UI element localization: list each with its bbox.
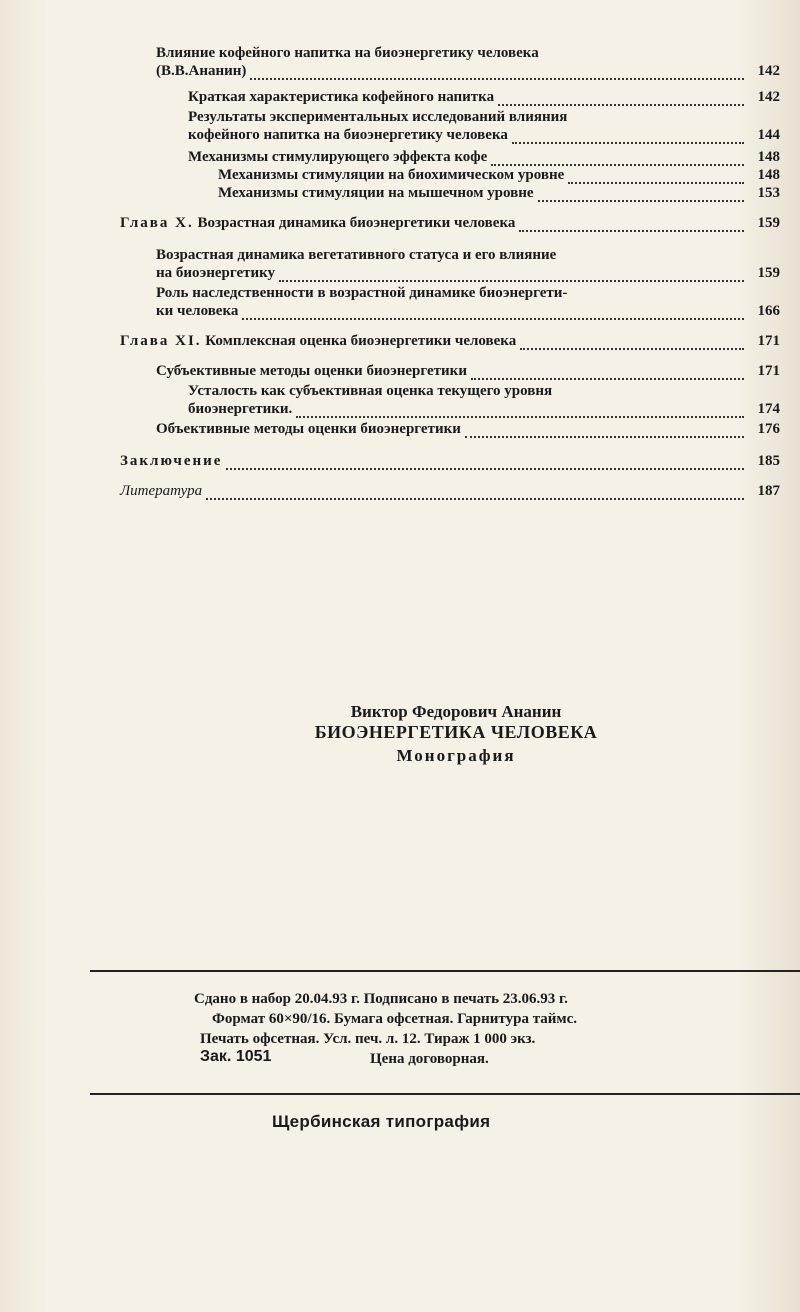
- toc-entry-text: Усталость как субъективная оценка текущего уровня: [188, 383, 553, 399]
- chapter-title: Комплексная оценка биоэнергетики человека: [205, 333, 517, 349]
- dot-leader: [512, 130, 744, 144]
- page-number: 142: [757, 63, 780, 79]
- dot-leader: [520, 336, 744, 350]
- printer-name: Щербинская типография: [272, 1112, 491, 1131]
- dot-leader: [471, 366, 744, 380]
- page-number: 174: [757, 401, 780, 417]
- toc-entry: [156, 362, 780, 380]
- dot-leader: [296, 404, 744, 418]
- page-number: 171: [757, 333, 780, 349]
- chapter-label: Глава XI.: [120, 333, 202, 349]
- toc-entry-text: Объективные методы оценки биоэнергетики: [156, 421, 461, 437]
- toc-entry-text: Краткая характеристика кофейного напитка: [188, 89, 495, 105]
- toc-entry-text: Механизмы стимуляции на мышечном уровне: [218, 185, 534, 201]
- toc-entry: [156, 246, 780, 282]
- page-number: 171: [757, 363, 780, 379]
- toc-entry: [156, 420, 780, 438]
- literature-label: Литература: [120, 483, 203, 499]
- divider: [90, 970, 800, 972]
- chapter-label: Глава X.: [120, 215, 194, 231]
- toc-chapter: [120, 332, 780, 350]
- toc-entry-text: Результаты экспериментальных исследований влияния: [188, 109, 568, 125]
- typesetting-info: Сдано в набор 20.04.93 г. Подписано в печать 23.06.93 г.: [194, 991, 568, 1007]
- toc-entry-text: на биоэнергетику: [156, 265, 276, 281]
- dot-leader: [498, 92, 744, 106]
- order-number: Зак. 1051: [200, 1048, 272, 1065]
- price-info: Цена договорная.: [370, 1051, 489, 1067]
- toc-entry-text: (В.В.Ананин): [156, 63, 247, 79]
- toc-entry: [188, 108, 780, 144]
- book-type: Монография: [396, 746, 516, 765]
- toc-entry-text: биоэнергетики.: [188, 401, 293, 417]
- toc-entry-text: Роль наследственности в возрастной динамике биоэнергети-: [156, 285, 568, 301]
- page-number: 148: [757, 149, 780, 165]
- toc-chapter: [120, 482, 780, 500]
- page-number: 142: [757, 89, 780, 105]
- dot-leader: [519, 218, 744, 232]
- dot-leader: [279, 268, 744, 282]
- toc-entry: [218, 184, 780, 202]
- dot-leader: [250, 66, 744, 80]
- page-number: 153: [757, 185, 780, 201]
- toc-entry-text: Механизмы стимуляции на биохимическом уровне: [218, 167, 565, 183]
- toc-entry: [156, 284, 780, 320]
- toc-entry-text: Возрастная динамика вегетативного статуса и его влияние: [156, 247, 557, 263]
- author-name: Виктор Федорович Ананин: [350, 702, 562, 721]
- toc-chapter: [120, 214, 780, 232]
- page-number: 159: [757, 215, 780, 231]
- toc-entry-text: кофейного напитка на биоэнергетику человека: [188, 127, 508, 143]
- dot-leader: [242, 306, 744, 320]
- dot-leader: [538, 188, 744, 202]
- dot-leader: [491, 152, 744, 166]
- toc-entry-text: ки человека: [156, 303, 239, 319]
- toc-entry: [218, 166, 780, 184]
- page-number: 187: [757, 483, 780, 499]
- format-info: Формат 60×90/16. Бумага офсетная. Гарнитура таймс.: [212, 1011, 578, 1027]
- book-title: БИОЭНЕРГЕТИКА ЧЕЛОВЕКА: [314, 722, 598, 742]
- dot-leader: [465, 424, 744, 438]
- divider: [90, 1093, 800, 1095]
- toc-entry: [188, 382, 780, 418]
- page-number: 159: [757, 265, 780, 281]
- toc-entry: [188, 88, 780, 106]
- toc-entry-text: Механизмы стимулирующего эффекта кофе: [188, 149, 488, 165]
- conclusion-label: Заключение: [120, 453, 223, 469]
- toc-entry-text: Влияние кофейного напитка на биоэнергетику человека: [156, 45, 539, 61]
- dot-leader: [206, 486, 744, 500]
- page-number: 144: [757, 127, 780, 143]
- page-number: 185: [757, 453, 780, 469]
- chapter-title: Возрастная динамика биоэнергетики человека: [197, 215, 516, 231]
- toc-entry: [188, 148, 780, 166]
- dot-leader: [226, 456, 744, 470]
- page-number: 166: [757, 303, 780, 319]
- page-number: 176: [757, 421, 780, 437]
- print-info: Печать офсетная. Усл. печ. л. 12. Тираж 1 000 экз.: [200, 1031, 536, 1047]
- toc-entry: [156, 44, 780, 80]
- toc-chapter: [120, 452, 780, 470]
- page-number: 148: [757, 167, 780, 183]
- toc-entry-text: Субъективные методы оценки биоэнергетики: [156, 363, 467, 379]
- dot-leader: [568, 170, 744, 184]
